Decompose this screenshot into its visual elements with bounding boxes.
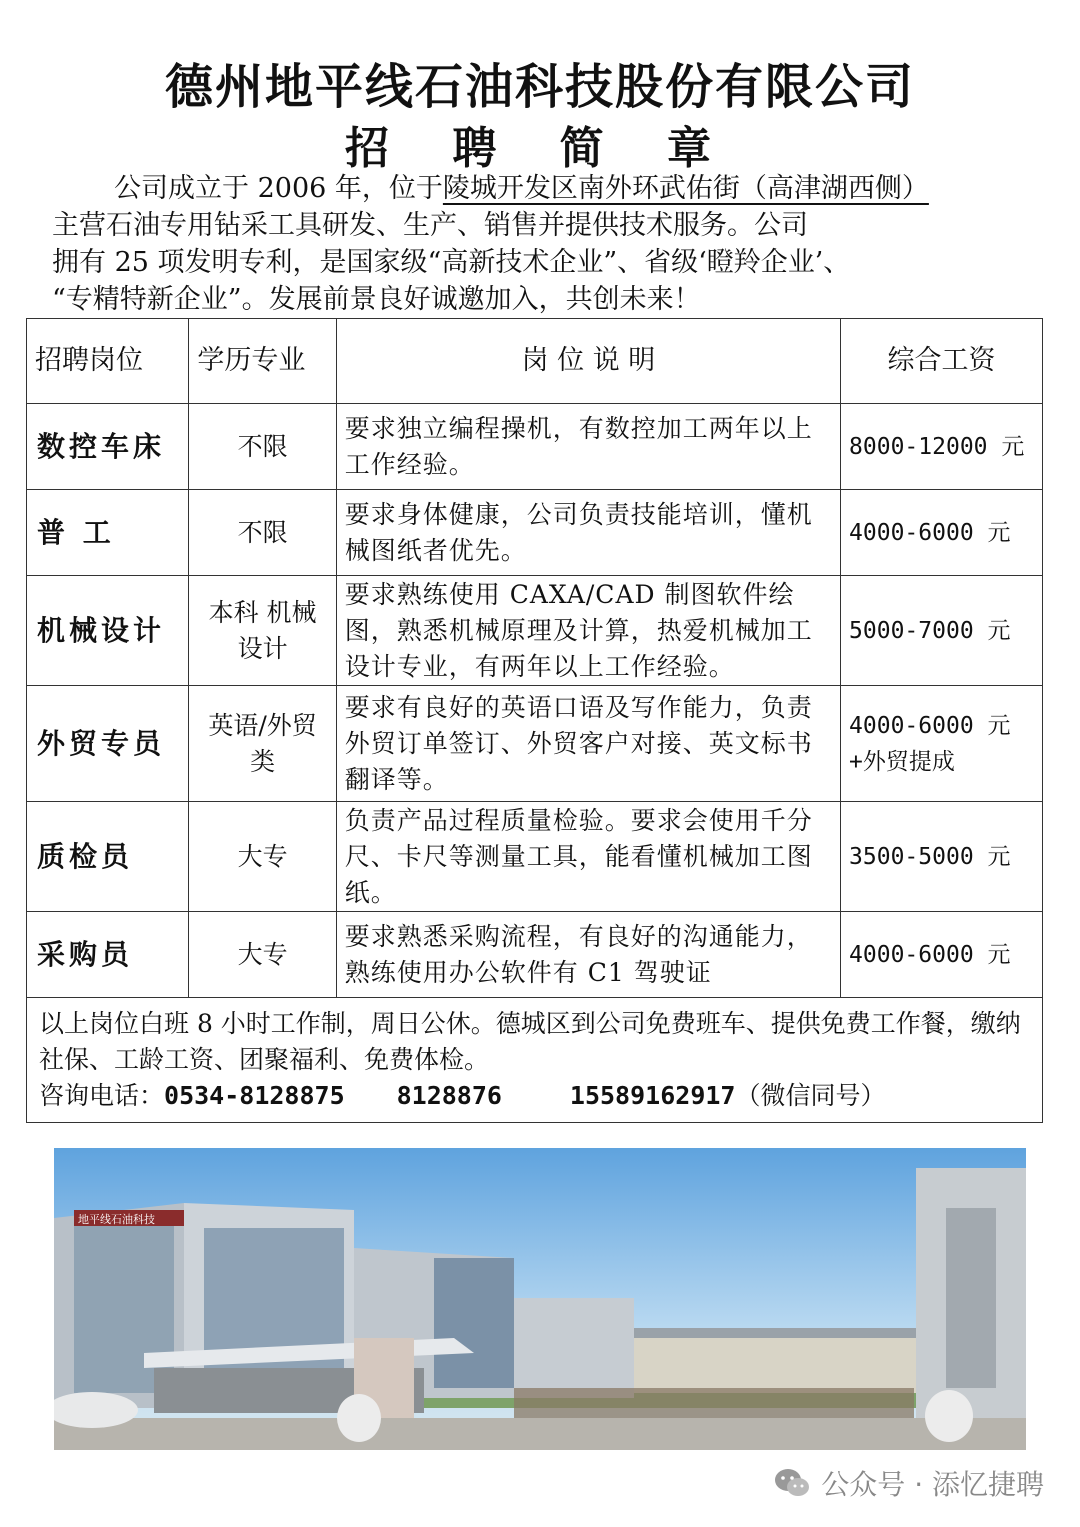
annex-building [514, 1298, 634, 1398]
phone-3: 15589162917 [569, 1081, 736, 1110]
job-education: 本科 机械设计 [189, 576, 336, 686]
intro-line-1: 公司成立于 2006 年，位于陵城开发区南外环武佑街（高津湖西侧） [114, 173, 929, 204]
header-description: 岗 位 说 明 [336, 319, 840, 404]
job-salary: 3500-5000 元 [841, 802, 1043, 912]
lion-statue-left [337, 1394, 381, 1442]
recruitment-title: 招 聘 简 章 [345, 123, 735, 174]
header-salary: 综合工资 [841, 319, 1043, 404]
table-row [27, 686, 1043, 802]
intro-line-2: 主营石油专用钻采工具研发、生产、销售并提供技术服务。公司 [52, 210, 808, 241]
intro-line-3: 拥有 25 项发明专利，是国家级“高新技术企业”、省级‘瞪羚企业’、 [52, 247, 851, 278]
job-description: 要求独立编程操机，有数控加工两年以上工作经验。 [336, 404, 840, 490]
header-education: 学历专业 [189, 319, 336, 404]
contact-line [39, 1078, 1030, 1114]
table-row [27, 912, 1043, 998]
watermark-text: 公众号 · 添忆捷聘 [821, 1468, 1044, 1501]
job-salary: 5000-7000 元 [841, 576, 1043, 686]
company-title: 德州地平线石油科技股份有限公司 [164, 59, 915, 115]
phone-2: 8128876 [396, 1081, 502, 1110]
job-position: 采购员 [27, 912, 189, 998]
job-position: 外贸专员 [27, 686, 189, 802]
job-salary: 4000-6000 元 [841, 490, 1043, 576]
table-row [27, 490, 1043, 576]
wechat-icon [773, 1467, 811, 1499]
job-education: 不限 [189, 490, 336, 576]
second-building-glass [434, 1258, 514, 1388]
benefits-text: 以上岗位白班 8 小时工作制，周日公休。德城区到公司免费班车、提供免费工作餐，缴纳社保、工龄工资、团聚福利、免费体检。 [39, 1009, 1021, 1074]
job-description: 要求身体健康，公司负责技能培训，懂机械图纸者优先。 [336, 490, 840, 576]
factory-roof [634, 1328, 934, 1338]
phone-1: 0534-8128875 [164, 1081, 345, 1110]
ground [54, 1418, 1026, 1450]
company-building-photo [54, 1148, 1026, 1450]
jobs-table [26, 318, 1043, 1123]
table-row [27, 576, 1043, 686]
office-windows [74, 1223, 174, 1393]
wechat-watermark [773, 1463, 1044, 1503]
table-footer-row [27, 998, 1043, 1123]
job-education: 不限 [189, 404, 336, 490]
job-education: 英语/外贸类 [189, 686, 336, 802]
lion-statue-right [925, 1390, 973, 1442]
company-intro [52, 170, 1042, 318]
job-education: 大专 [189, 802, 336, 912]
job-description: 要求有良好的英语口语及写作能力，负责外贸订单签订、外贸客户对接、英文标书翻译等。 [336, 686, 840, 802]
table-row [27, 802, 1043, 912]
company-address: 陵城开发区南外环武佑街（高津湖西侧） [442, 173, 929, 204]
phone-note: （微信同号） [735, 1081, 886, 1110]
job-salary: 8000-12000 元 [841, 404, 1043, 490]
job-education: 大专 [189, 912, 336, 998]
gate-tower-opening [946, 1208, 996, 1388]
job-position: 普 工 [27, 490, 189, 576]
job-position: 机械设计 [27, 576, 189, 686]
job-salary: 4000-6000 元 [841, 912, 1043, 998]
job-position: 数控车床 [27, 404, 189, 490]
header-position: 招聘岗位 [27, 319, 189, 404]
contact-label: 咨询电话： [39, 1081, 165, 1110]
building-illustration [54, 1148, 1026, 1450]
job-position: 质检员 [27, 802, 189, 912]
intro-line-4: “专精特新企业”。发展前景良好诚邀加入，共创未来！ [52, 284, 701, 315]
job-salary: 4000-6000 元+外贸提成 [841, 686, 1043, 802]
job-description: 要求熟练使用 CAXA/CAD 制图软件绘图，熟悉机械原理及计算，热爱机械加工设计专业，有两年以上工作经验。 [336, 576, 840, 686]
job-description: 要求熟悉采购流程，有良好的沟通能力，熟练使用办公软件有 C1 驾驶证 [336, 912, 840, 998]
company-sign-text: 地平线石油科技 [78, 1213, 155, 1226]
factory-hall [634, 1333, 934, 1393]
benefits-contact-cell [27, 998, 1043, 1123]
job-description: 负责产品过程质量检验。要求会使用千分尺、卡尺等测量工具，能看懂机械加工图纸。 [336, 802, 840, 912]
table-row [27, 404, 1043, 490]
table-header-row [27, 319, 1043, 404]
